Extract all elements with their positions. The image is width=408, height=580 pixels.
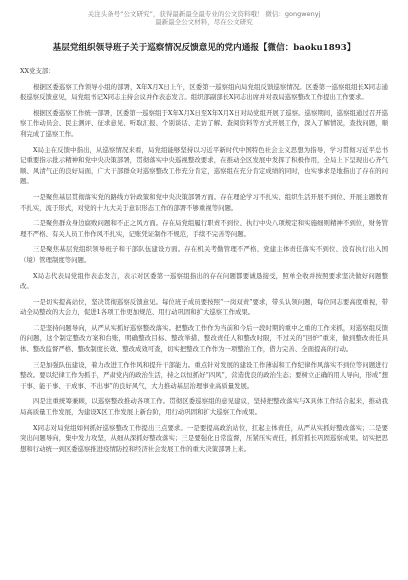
document-title: 基层党组织领导班子关于巡察情况反馈意见的党内通报【微信：baoku1893】	[52, 43, 356, 53]
paragraph-10: 三是加强队伍建设，着力改进工作作风和提升干部能力。重点针对发展的建设工作薄弱和工作纪律作风落实不到位等问题进行整改。要以纪律工作为抓手，严肃党内的政治生活，持之以恒抓好“四风”，营造优良的政治生态；要树立正确的用人导向，形成“想干事、能干事、干成事、不出事”的良好风气，大力推动基层治理事业高质量发展。	[20, 360, 388, 390]
salutation: XX党支部：	[20, 67, 55, 75]
paragraph-3: X局主在反馈中指出，从巡察情况来看，局党组能够坚持以习近平新时代中国特色社会主义思想为指导，学习贯彻习近平总书记重要指示批示精神和党中央决策部署，贯彻落实中央巡视整改要求，在推动全区发展中发挥了积极作用，全局上下呈现出心齐气顺、风清气正的良好局面，广大干部群众对巡察整改工作充分肯定，巡察组在充分肯定成绩的同时，也实事求是地指出了存在的问题。	[20, 145, 388, 186]
paragraph-6: 三是聚焦基层党组织领导班子和干部队伍建设方面。存在机关考勤管理不严格、党建主体责任落实不到位、没有执行出入国（境）管理制度等问题。	[20, 245, 388, 264]
promo-banner	[0, 10, 408, 26]
paragraph-12: X同志对局党组如何抓好巡察整改工作提出三点要求。一是要提高政治站位，扛起主体责任，从严从实抓好整改落实；二是要突出问题导向，集中发力攻坚，从细从深抓好整改落实；三是要强化日常监督，压紧压实责任，抓常抓长巩固巡察成果。切实把思想和行动统一到区委巡察推进疫情防控和经济社会发展工作的重大决策部署上来。	[20, 423, 388, 453]
paragraph-7: X局志代表局党组作表态发言，表示对区委第一巡察组指出的存在问题都要诚恳接受，照单全收并按照要求坚决做好问题整改。	[20, 271, 388, 291]
document-body	[20, 66, 388, 459]
promo-banner-line-2: 最新最全公文材料，尽在公文研究	[155, 18, 253, 26]
paragraph-8: 一是切实提高站位，坚决贯彻巡察反馈意见。每位班子成员要按照“一岗双责”要求，带头认领问题，每位同志要高度重视，带动全局整改的大会力，促进1各项工作更加规范、用行动巩固和扩大巡察工作成果。	[20, 297, 388, 317]
promo-banner-line-1: 关注头条号“公文研究”，获得最新最全最专业的公文资料哦！ 微信：gongwenyj	[87, 10, 321, 18]
paragraph-1: 根据区委巡察工作领导小组的部署，X年X月X日上午，区委第一巡察组向局党组反馈巡察情况。区委第一巡察组组长X同志通报巡察反馈意见，局党组书记X同志主持会议并作表态发言。组织部副部长X同志出席并对我局巡察整改工作提出工作要求。	[20, 82, 388, 102]
paragraph-4: 一是聚焦基层贯彻落实党的路线方针政策和党中央决策部署方面。存在理论学习不扎实、组织生活开展不到位、开展主题教育不扎实，流于形式，对党的十九大关于意识形态工作的部署不够重视等问题。	[20, 192, 388, 212]
paragraph-11: 四是注重统筹兼顾，以巡察整改推动各项工作。贯彻区委巡察组的意见建议，坚持把整改落实与X具体工作结合起来，推动我局高质量工作发展，为建设X区工作发展上新台阶，用行动巩固和扩大巡察工作成果。	[20, 397, 388, 417]
paragraph-5: 二是聚焦群众身边腐败问题和不正之风方面。存在局党组履行职责不到位、执行中央八项规定和实施细则精神不到位，财务管理不严格、有关人员工作作风不扎实，记账凭证制作不规范，手续不完善等问题。	[20, 219, 388, 238]
paragraph-2: 根据区委巡察工作统一部署，区委第一巡察组于X年X月X日至X年X月X日对局党组开展了巡察。巡察期间，巡察组通过召开巡察工作动员会、民主测评、征求意见、听取汇报、个别谈话、走访了解、查阅资料等方式开展工作，深入了解情况，查找问题，顺利完成了巡察工作。	[20, 108, 388, 138]
paragraph-9: 二是坚持问题导向，从严从实抓好巡察整改落实。把整改工作作为当前和今后一段时期的重中之重的工作来抓，对巡察组反馈的问题，这个制定整改方案和台账，明确整改目标、整改举措、整改责任人和整改时限，不过关的“回炉”重来，做到整改责任具体、整改监督严格、整改制度长效、整改成效可查，切实把整改工作作为一项整治工作，借力完善、全面提高的行动。	[20, 323, 388, 354]
